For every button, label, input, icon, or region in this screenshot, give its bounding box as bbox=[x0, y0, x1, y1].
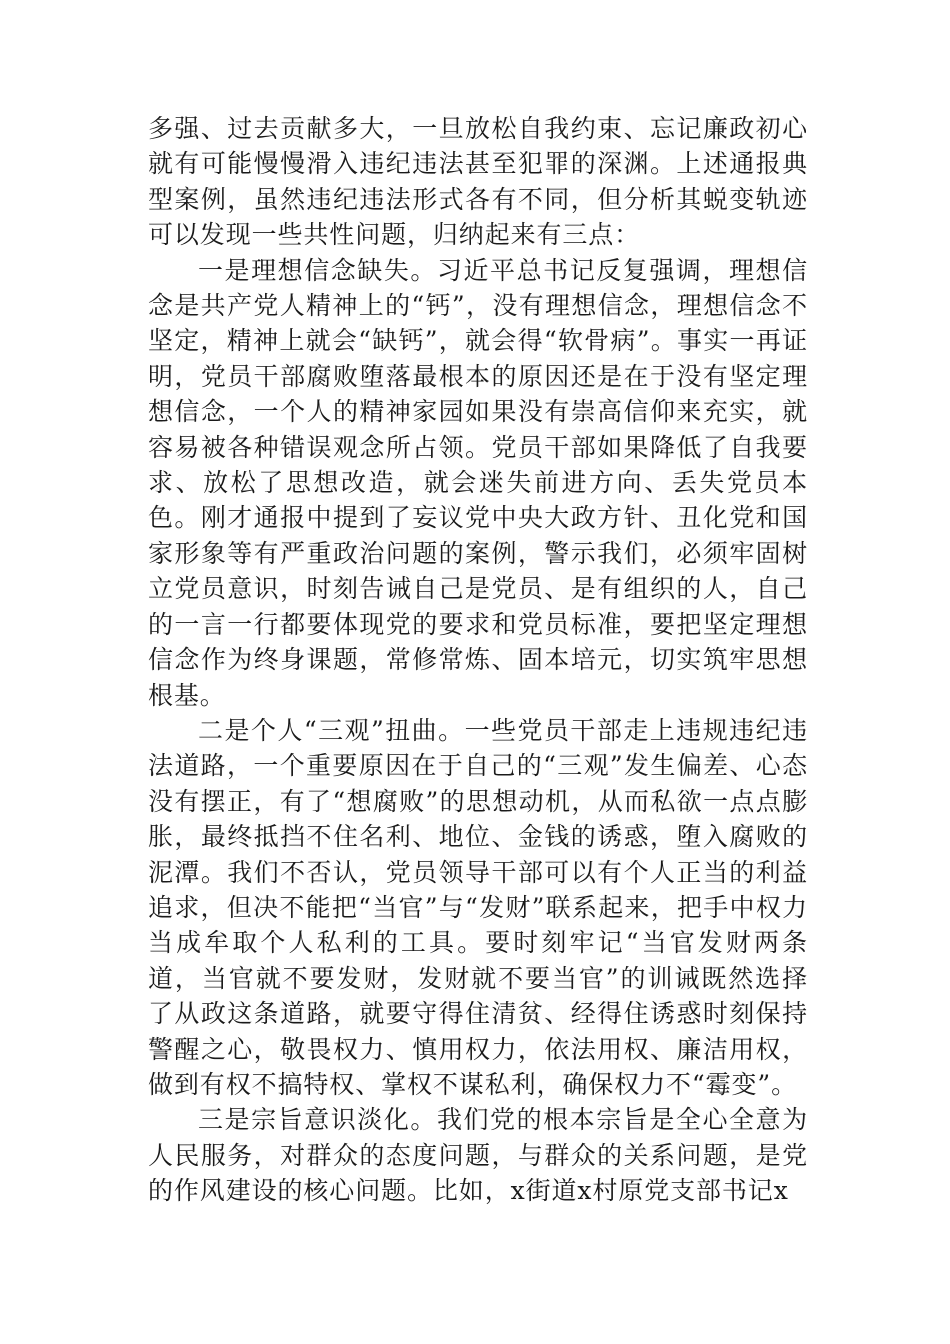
paragraph-ideals-beliefs: 一是理想信念缺失。习近平总书记反复强调，理想信念是共产党人精神上的“钙”，没有理想信念，理想信念不坚定，精神上就会“缺钙”，就会得“软骨病”。事实一再证明，党员干部腐败堕落最根本的原因还是在于没有坚定理想信念，一个人的精神家园如果没有崇高信仰来充实，就容易被各种错误观念所占领。党员干部如果降低了自我要求、放松了思想改造，就会迷失前进方向、丢失党员本色。刚才通报中提到了妄议党中央大政方针、丑化党和国家形象等有严重政治问题的案例，警示我们，必须牢固树立党员意识，时刻告诫自己是党员、是有组织的人，自己的一言一行都要体现党的要求和党员标准，要把坚定理想信念作为终身课题，常修常炼、固本培元，切实筑牢思想根基。 bbox=[148, 255, 808, 710]
paragraph-three-views: 二是个人“三观”扭曲。一些党员干部走上违规违纪违法道路，一个重要原因在于自己的“三观”发生偏差、心态没有摆正，有了“想腐败”的思想动机，从而私欲一点点膨胀，最终抵挡不住名利、地位、金钱的诱惑，堕入腐败的泥潭。我们不否认，党员领导干部可以有个人正当的利益追求，但决不能把“当官”与“发财”联系起来，把手中权力当成牟取个人私利的工具。要时刻牢记“当官发财两条道，当官就不要发财，发财就不要当官”的训诫既然选择了从政这条道路，就要守得住清贫、经得住诱惑时刻保持警醒之心，敬畏权力、慎用权力，依法用权、廉洁用权，做到有权不搞特权、掌权不谋私利，确保权力不“霉变”。 bbox=[148, 715, 808, 1099]
paragraph-purpose-awareness: 三是宗旨意识淡化。我们党的根本宗旨是全心全意为人民服务，对群众的态度问题，与群众的关系问题，是党的作风建设的核心问题。比如，x街道x村原党支部书记x bbox=[148, 1105, 808, 1206]
body-text bbox=[148, 111, 808, 1209]
paragraph-continuation: 多强、过去贡献多大，一旦放松自我约束、忘记廉政初心就有可能慢慢滑入违纪违法甚至犯罪的深渊。上述通报典型案例，虽然违纪违法形式各有不同，但分析其蜕变轨迹可以发现一些共性问题，归纳起来有三点： bbox=[148, 114, 808, 250]
